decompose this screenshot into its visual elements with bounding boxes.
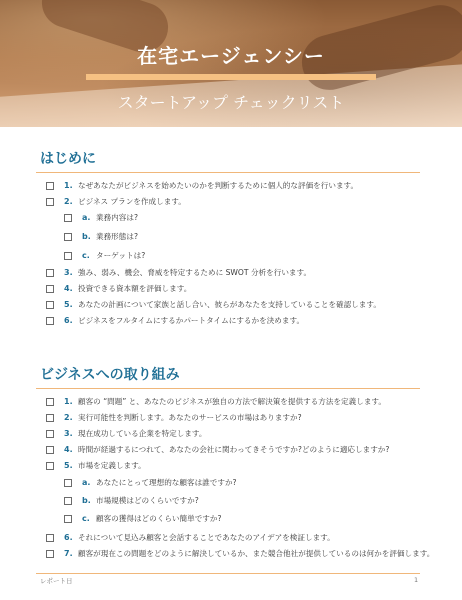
item-text: 顧客の獲得はどのくらい簡単ですか? xyxy=(96,514,222,523)
item-letter: b. xyxy=(82,232,91,241)
checklist-subitem xyxy=(0,229,462,245)
item-text: あなたにとって理想的な顧客は誰ですか? xyxy=(96,478,237,487)
checklist-item xyxy=(0,265,462,281)
checkbox[interactable] xyxy=(46,398,54,406)
item-number: 3. xyxy=(64,268,73,277)
header-banner xyxy=(0,0,462,127)
item-number: 1. xyxy=(64,397,73,406)
section-divider xyxy=(36,172,420,173)
checkbox[interactable] xyxy=(46,269,54,277)
item-number: 7. xyxy=(64,549,73,558)
item-number: 4. xyxy=(64,445,73,454)
item-number: 2. xyxy=(64,197,73,206)
checkbox[interactable] xyxy=(64,214,72,222)
checkbox[interactable] xyxy=(46,550,54,558)
checklist-item xyxy=(0,313,462,329)
item-text: 時間が経過するにつれて、あなたの会社に関わってきそうですか?どのように適応しますか? xyxy=(78,445,390,454)
checkbox[interactable] xyxy=(46,414,54,422)
checklist-item xyxy=(0,194,462,210)
checkbox[interactable] xyxy=(46,462,54,470)
item-text: 顧客が現在この問題をどのように解決しているか、また競合他社が提供しているのは何かを評価します。 xyxy=(78,549,435,558)
item-text: 業務形態は? xyxy=(96,232,138,241)
checkbox[interactable] xyxy=(64,479,72,487)
item-text: なぜあなたがビジネスを始めたいのかを判断するために個人的な評価を行います。 xyxy=(78,181,359,190)
checkbox[interactable] xyxy=(46,317,54,325)
section-title-business-approach: ビジネスへの取り組み xyxy=(40,367,180,383)
item-text: 強み、弱み、機会、脅威を特定するために SWOT 分析を行います。 xyxy=(78,268,312,277)
checklist-item xyxy=(0,410,462,426)
checklist-item xyxy=(0,442,462,458)
item-number: 5. xyxy=(64,461,73,470)
checklist-item xyxy=(0,178,462,194)
item-text: 実行可能性を判断します。あなたのサービスの市場はありますか? xyxy=(78,413,302,422)
section-divider xyxy=(36,388,420,389)
item-text: 業務内容は? xyxy=(96,213,138,222)
item-letter: b. xyxy=(82,496,91,505)
checkbox[interactable] xyxy=(46,430,54,438)
checklist-item xyxy=(0,530,462,546)
document-title: 在宅エージェンシー xyxy=(137,44,325,68)
checkbox[interactable] xyxy=(64,515,72,523)
checklist-item xyxy=(0,281,462,297)
checkbox[interactable] xyxy=(46,301,54,309)
checklist-item xyxy=(0,297,462,313)
checklist-subitem xyxy=(0,493,462,509)
title-accent-bar xyxy=(86,74,376,80)
checkbox[interactable] xyxy=(46,446,54,454)
page-number: 1 xyxy=(414,576,419,584)
item-number: 6. xyxy=(64,533,73,542)
document-subtitle: スタートアップ チェックリスト xyxy=(117,93,345,112)
item-text: 市場規模はどのくらいですか? xyxy=(96,496,199,505)
item-text: 顧客の “問題” と、あなたのビジネスが独自の方法で解決策を提供する方法を定義します。 xyxy=(78,397,387,406)
item-text: ビジネス プランを作成します。 xyxy=(78,197,186,206)
item-text: 市場を定義します。 xyxy=(78,461,146,470)
item-number: 4. xyxy=(64,284,73,293)
checkbox[interactable] xyxy=(46,534,54,542)
checklist-item xyxy=(0,426,462,442)
item-letter: a. xyxy=(82,213,91,222)
checklist-subitem xyxy=(0,248,462,264)
checklist-subitem xyxy=(0,511,462,527)
checkbox[interactable] xyxy=(46,198,54,206)
checklist-item xyxy=(0,458,462,474)
checklist-subitem xyxy=(0,475,462,491)
item-text: それについて見込み顧客と会話することであなたのアイデアを検証します。 xyxy=(78,533,335,542)
item-number: 3. xyxy=(64,429,73,438)
item-letter: a. xyxy=(82,478,91,487)
item-number: 6. xyxy=(64,316,73,325)
item-number: 2. xyxy=(64,413,73,422)
checkbox[interactable] xyxy=(64,497,72,505)
section-title-getting-started: はじめに xyxy=(40,151,96,167)
item-text: 現在成功している企業を特定します。 xyxy=(78,429,207,438)
item-letter: c. xyxy=(82,514,90,523)
checklist-item xyxy=(0,546,462,562)
item-text: あなたの計画について家族と話し合い、彼らがあなたを支持していることを確認します。 xyxy=(78,300,381,309)
footer-report-date: レポート日 xyxy=(40,577,73,585)
item-letter: c. xyxy=(82,251,90,260)
checklist-item xyxy=(0,394,462,410)
checkbox[interactable] xyxy=(46,285,54,293)
item-text: ビジネスをフルタイムにするかパートタイムにするかを決めます。 xyxy=(78,316,305,325)
checkbox[interactable] xyxy=(64,233,72,241)
item-text: ターゲットは? xyxy=(96,251,146,260)
item-number: 5. xyxy=(64,300,73,309)
item-number: 1. xyxy=(64,181,73,190)
item-text: 投資できる資本額を評価します。 xyxy=(78,284,192,293)
checkbox[interactable] xyxy=(64,252,72,260)
footer-divider xyxy=(36,573,420,574)
checklist-subitem xyxy=(0,210,462,226)
checkbox[interactable] xyxy=(46,182,54,190)
